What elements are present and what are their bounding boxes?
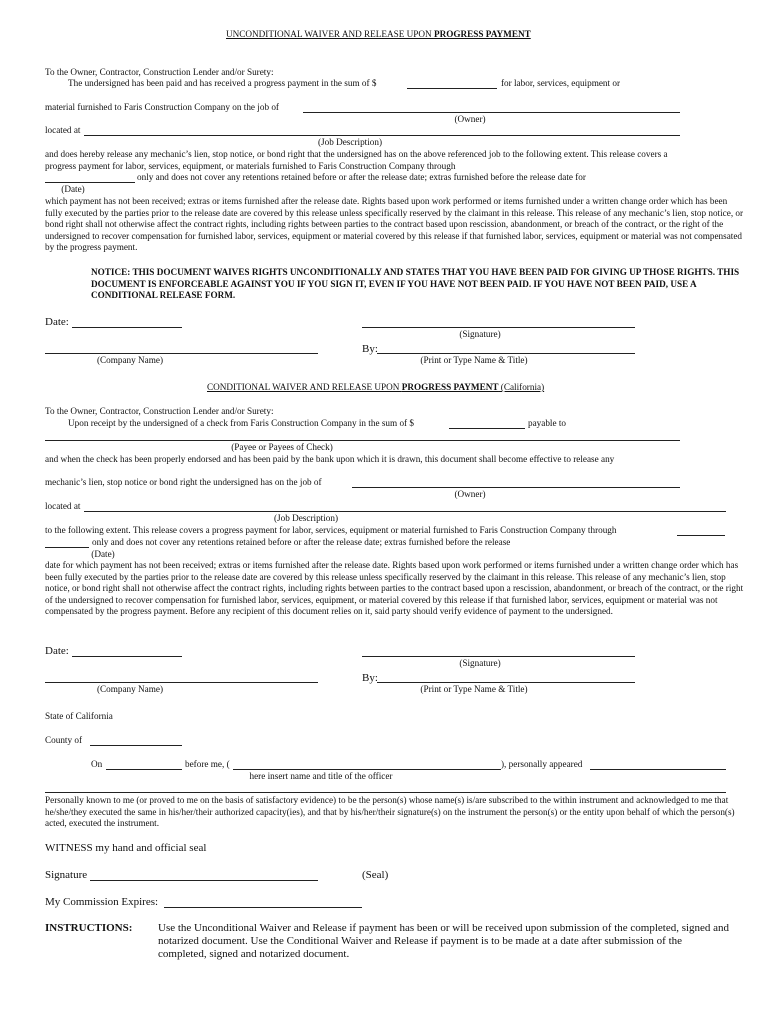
form2-signature-label: (Signature): [459, 658, 501, 668]
notary-text: Personally known to me (or proved to me on the basis of satisfactory evidence) to be the person(s) whose name(s) is/are subscribed to the within instrument and acknowledged to me that he/she/they executed the same in his/her/their authorized capacity(ies), and that by his/her/their signature(s) on the instrument the person(s) or the entity upon behalf of which the person(s) acted, executed the instrument.: [45, 795, 735, 829]
form1-amount-field[interactable]: [407, 88, 497, 89]
form1-signature-label: (Signature): [459, 329, 501, 339]
form1-release-line2: progress payment for labor, services, equipment, or materials furnished to Faris Construction Company through: [45, 161, 456, 171]
form2-print-label: (Print or Type Name & Title): [420, 684, 528, 694]
form2-amount-field[interactable]: [449, 428, 525, 429]
form1-located-at: located at: [45, 125, 81, 135]
notary-county-label: County of: [45, 735, 83, 745]
form1-company-field[interactable]: [45, 353, 318, 354]
notary-witness: WITNESS my hand and official seal: [45, 842, 207, 854]
form2-through-field[interactable]: [677, 535, 725, 536]
form2-owner-field[interactable]: [352, 487, 680, 488]
form1-owner-field[interactable]: [303, 112, 680, 113]
notary-state: State of California: [45, 711, 113, 721]
form2-signature-field[interactable]: [362, 656, 635, 657]
form1-received-line: The undersigned has been paid and has received a progress payment in the sum of $: [68, 78, 377, 88]
instructions-text: Use the Unconditional Waiver and Release if payment has been or will be received upon submission of the completed, signed and notarized document. Use the Conditional Waiver and Release if payment is to be made at a date after submission of the completed, signed and notarized document.: [158, 922, 730, 960]
form1-material-line: material furnished to Faris Construction Company on the job of: [45, 102, 279, 112]
notary-commission-field[interactable]: [164, 907, 362, 908]
form1-title: [226, 29, 531, 41]
form2-owner-label: (Owner): [454, 489, 486, 499]
form1-location-field[interactable]: [84, 135, 680, 136]
form2-through-date-field[interactable]: [45, 547, 89, 548]
notary-personally-appeared: ), personally appeared: [501, 759, 583, 769]
notary-on-label: On: [91, 759, 103, 769]
form1-to-line: To the Owner, Contractor, Construction Lender and/or Surety:: [45, 67, 274, 77]
form2-located-at: located at: [45, 501, 81, 511]
form2-by-label: By:: [362, 672, 378, 684]
form1-title-bold: PROGRESS PAYMENT: [433, 29, 531, 39]
form2-by-field[interactable]: [377, 682, 635, 683]
form2-location-field[interactable]: [84, 511, 726, 512]
form2-title-text: CONDITIONAL WAIVER AND RELEASE UPON: [207, 382, 402, 392]
form2-payee-field[interactable]: [45, 440, 680, 441]
form1-company-label: (Company Name): [96, 355, 164, 365]
form2-job-desc-label: (Job Description): [273, 513, 339, 523]
form1-date-field-label: Date:: [45, 316, 69, 328]
form1-through-date-field[interactable]: [45, 182, 135, 183]
form2-body-text: date for which payment has not been received; extras or items furnished after the release date. Rights based upon work performed or items furnished under a written change order which has been fully executed by the parties prior to the release date are covered by this release unless specifically reserved by the claimant in this release. This release of any mechanic’s lien, stop notice, or bond right shall not otherwise affect the contract rights, including rights between parties to the contract based upon a rescission, abandonment, or breach of the contract, or the right of the undersigned to recover compensation for furnished labor, services, equipment, or material covered by this release if that furnished labor, services, equipment or material was not compensated by the progress payment. Before any recipient of this document relies on it, said party should verify evidence of payment to the undersigned.: [45, 560, 744, 617]
form2-title-bold: PROGRESS PAYMENT: [401, 382, 499, 392]
form2-receipt-line: Upon receipt by the undersigned of a check from Faris Construction Company in the sum of $: [68, 418, 414, 428]
notary-before-me: before me, (: [185, 759, 230, 769]
notary-seal: (Seal): [362, 869, 389, 881]
form1-title-text: UNCONDITIONAL WAIVER AND RELEASE UPON: [226, 29, 434, 39]
form1-notice: NOTICE: THIS DOCUMENT WAIVES RIGHTS UNCONDITIONALLY AND STATES THAT YOU HAVE BEEN PAID FOR GIVING UP THOSE RIGHTS. THIS DOCUMENT IS ENFORCEABLE AGAINST YOU IF YOU SIGN IT, EVEN IF YOU HAVE NOT BEEN PAID. IF YOU HAVE NOT BEEN PAID, USE A CONDITIONAL RELEASE FORM.: [91, 267, 740, 301]
form2-only-line: only and does not cover any retentions retained before or after the release date; extras furnished before the release: [92, 537, 511, 547]
notary-officer-field[interactable]: [233, 769, 501, 770]
form1-date-field[interactable]: [72, 327, 182, 328]
notary-on-date-field[interactable]: [106, 769, 182, 770]
notary-appeared-field[interactable]: [590, 769, 726, 770]
form1-print-label: (Print or Type Name & Title): [420, 355, 528, 365]
form1-by-field[interactable]: [377, 353, 635, 354]
form2-company-label: (Company Name): [96, 684, 164, 694]
notary-name-field[interactable]: [45, 792, 726, 793]
form2-payable-to: payable to: [528, 418, 567, 428]
notary-officer-label: here insert name and title of the officer: [249, 771, 393, 781]
form1-job-desc-label: (Job Description): [317, 137, 383, 147]
form1-date-label: (Date): [61, 184, 85, 194]
form2-to-line: To the Owner, Contractor, Construction Lender and/or Surety:: [45, 406, 274, 416]
form1-received-line-b: for labor, services, equipment or: [501, 78, 621, 88]
form1-release-line3: only and does not cover any retentions retained before or after the release date; extras furnished before the release date for: [137, 172, 586, 182]
form2-date-label: (Date): [91, 549, 115, 559]
notary-signature-label: Signature: [45, 869, 88, 881]
notary-commission-label: My Commission Expires:: [45, 896, 159, 908]
form2-title-suffix: (California): [498, 382, 545, 392]
notary-signature-field[interactable]: [90, 880, 318, 881]
form2-title: [207, 382, 544, 394]
form1-signature-field[interactable]: [362, 327, 635, 328]
form1-body-text: which payment has not been received; extras or items furnished after the release date. Rights based upon work performed or items furnished under a written change order which has been fully executed by the parties prior to the release date are covered by this release unless specifically reserved by the claimant in this release. This release of any mechanic’s lien, stop notice, or bond right shall not otherwise affect the contract rights, including rights between parties to the contract based upon rescission, abandonment, or breach of the contract, or the right of the undersigned to recover compensation for furnished labor, services, equipment or material covered by this release if that furnished labor, services, equipment or material was not compensated by the progress payment.: [45, 196, 744, 253]
form2-payee-label: (Payee or Payees of Check): [231, 442, 333, 452]
instructions-label: INSTRUCTIONS:: [45, 922, 133, 934]
form2-extent-line: to the following extent. This release covers a progress payment for labor, services, equipment or material furnished to Faris Construction Company through: [45, 525, 617, 535]
form1-owner-label: (Owner): [454, 114, 486, 124]
form2-company-field[interactable]: [45, 682, 318, 683]
form2-date-field-label: Date:: [45, 645, 69, 657]
form1-release-line1: and does hereby release any mechanic’s lien, stop notice, or bond right that the undersigned has on the above referenced job to the following extent. This release covers a: [45, 149, 668, 159]
form2-date-field[interactable]: [72, 656, 182, 657]
form2-mechanic-line: mechanic’s lien, stop notice or bond right the undersigned has on the job of: [45, 477, 322, 487]
form1-by-label: By:: [362, 343, 378, 355]
form2-endorsed-line: and when the check has been properly endorsed and has been paid by the bank upon which it is drawn, this document shall become effective to release any: [45, 454, 615, 464]
notary-county-field[interactable]: [90, 745, 182, 746]
